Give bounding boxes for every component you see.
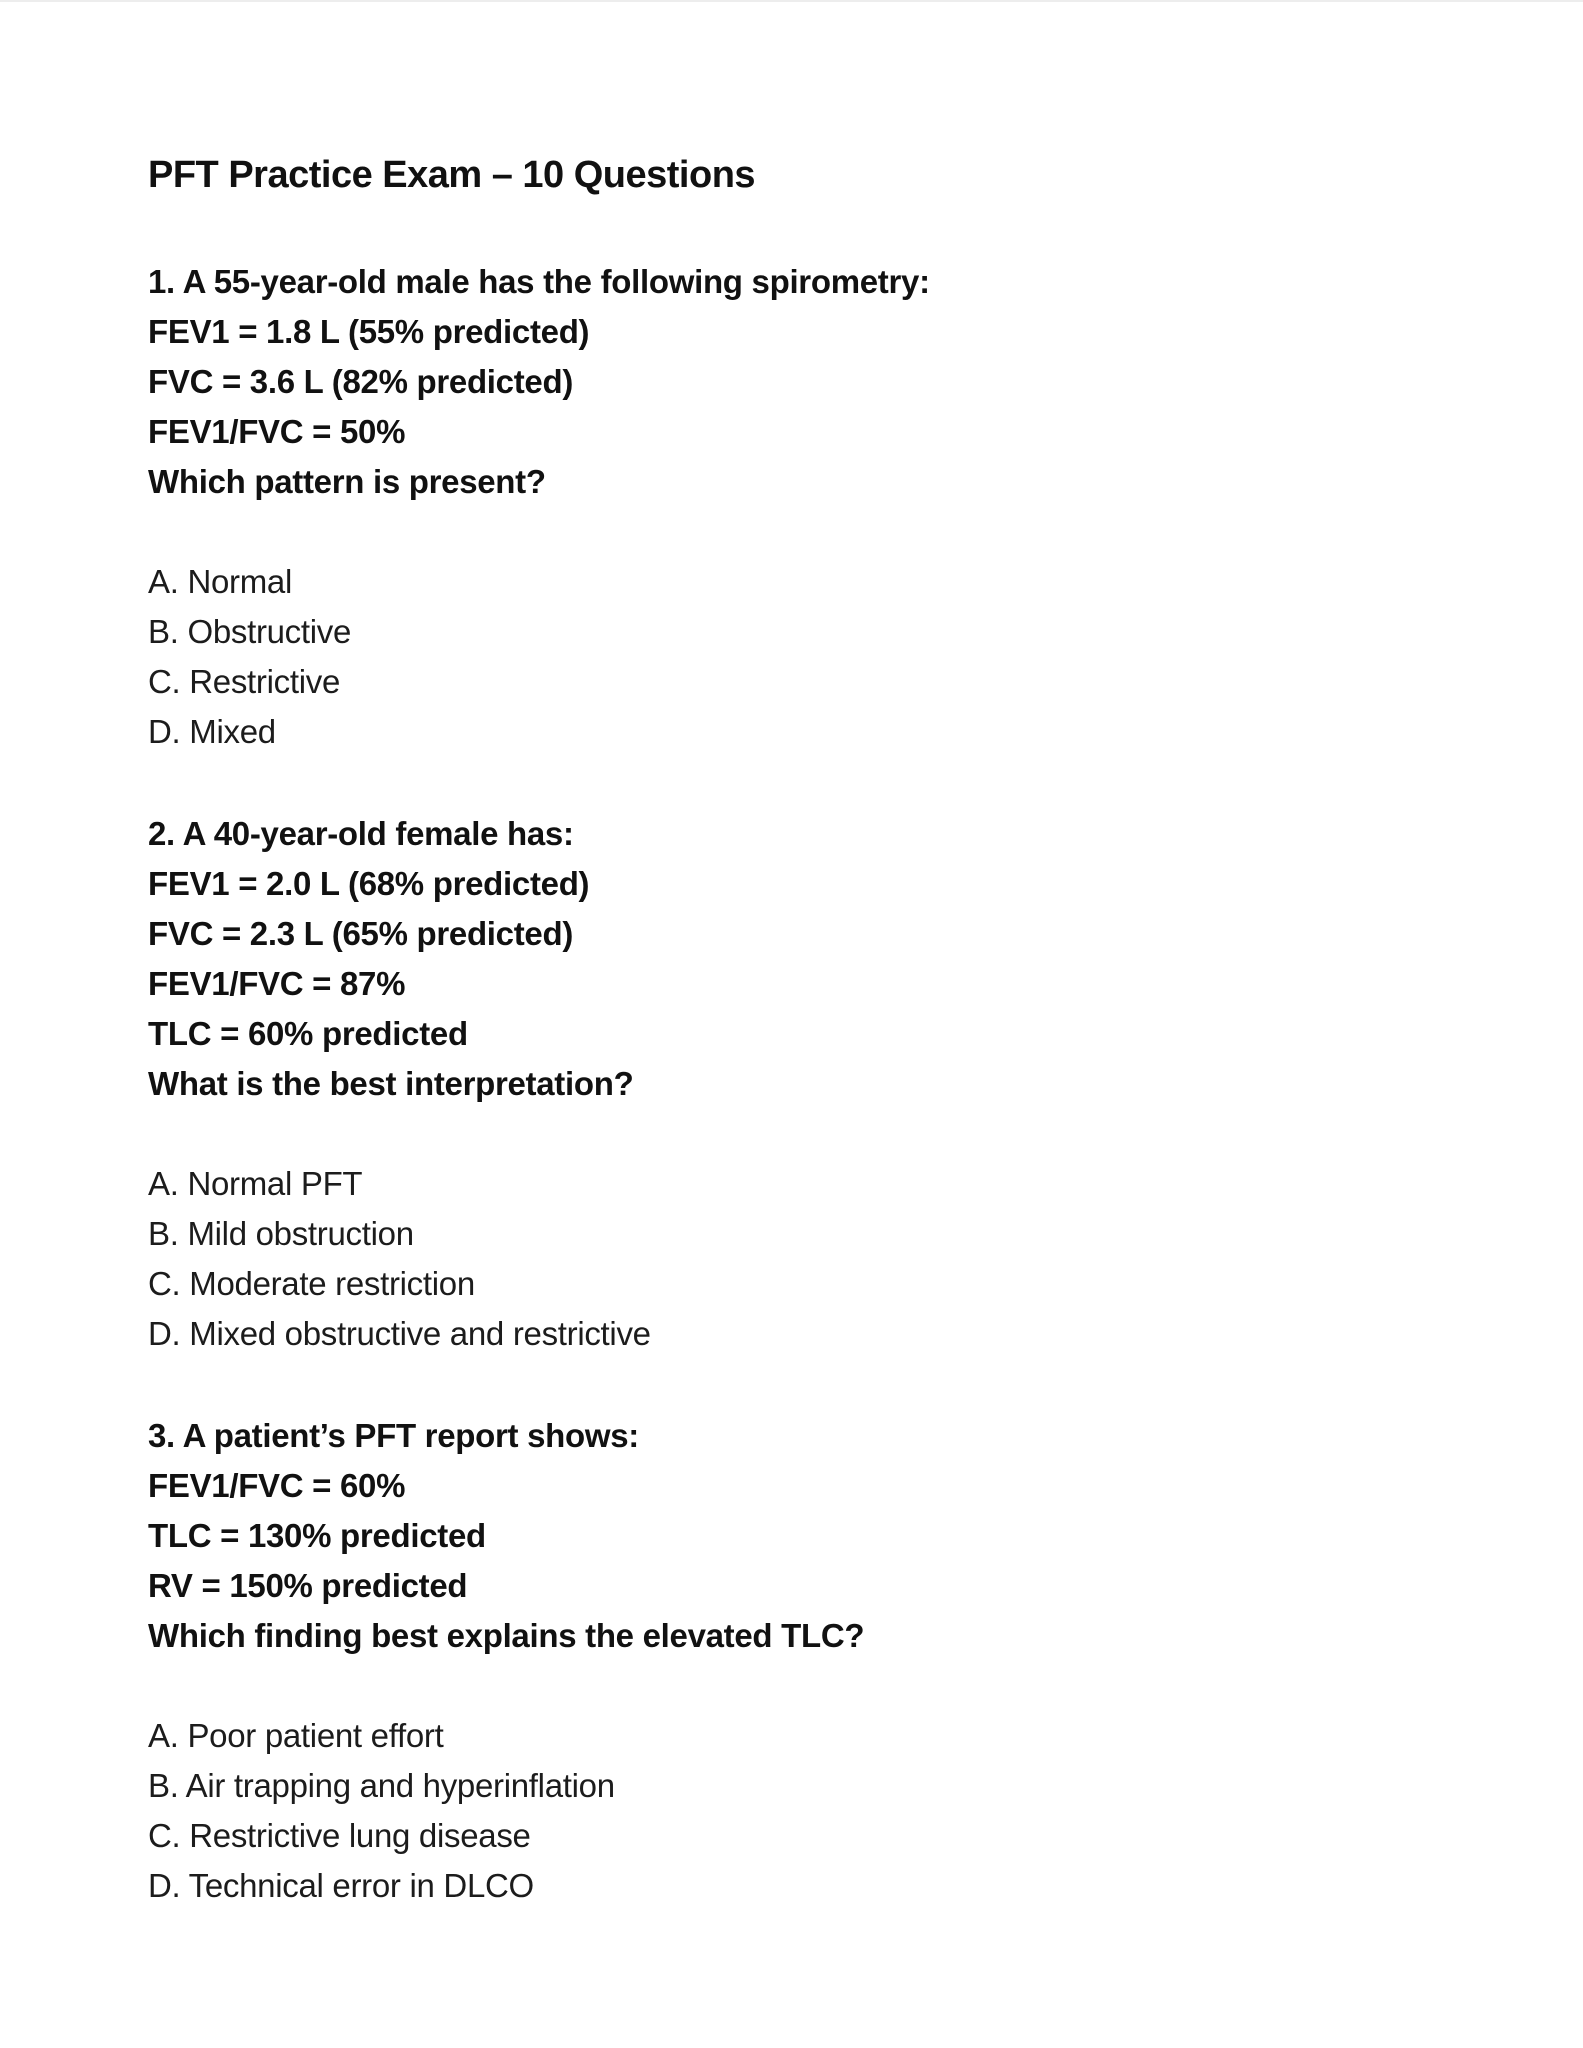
answer-option: D. Mixed obstructive and restrictive bbox=[148, 1315, 651, 1352]
question-stem-line: FEV1/FVC = 50% bbox=[148, 413, 406, 450]
answer-option: C. Restrictive bbox=[148, 663, 340, 700]
question-stem-line: 2. A 40-year-old female has: bbox=[148, 815, 574, 852]
question-stem-line: Which finding best explains the elevated TLC? bbox=[148, 1617, 865, 1654]
question-stem-line: Which pattern is present? bbox=[148, 463, 546, 500]
question-stem-line: 1. A 55-year-old male has the following spirometry: bbox=[148, 263, 930, 300]
question-stem-line: TLC = 60% predicted bbox=[148, 1015, 468, 1052]
answer-option: B. Mild obstruction bbox=[148, 1215, 414, 1252]
question-stem-line: FEV1 = 1.8 L (55% predicted) bbox=[148, 313, 590, 350]
question-1-stem bbox=[148, 257, 1463, 507]
answer-option: A. Normal PFT bbox=[148, 1165, 363, 1202]
answer-option: A. Poor patient effort bbox=[148, 1717, 444, 1754]
answer-option: B. Obstructive bbox=[148, 613, 352, 650]
question-block-2 bbox=[148, 809, 1463, 1359]
answer-option: C. Restrictive lung disease bbox=[148, 1817, 531, 1854]
answer-option: C. Moderate restriction bbox=[148, 1265, 475, 1302]
question-3-options bbox=[148, 1711, 1463, 1911]
question-stem-line: FVC = 3.6 L (82% predicted) bbox=[148, 363, 574, 400]
question-2-options bbox=[148, 1159, 1463, 1359]
answer-option: B. Air trapping and hyperinflation bbox=[148, 1767, 615, 1804]
answer-option: D. Technical error in DLCO bbox=[148, 1867, 534, 1904]
exam-title: PFT Practice Exam – 10 Questions bbox=[148, 154, 756, 196]
question-stem-line: FEV1/FVC = 87% bbox=[148, 965, 406, 1002]
question-stem-line: 3. A patient’s PFT report shows: bbox=[148, 1417, 639, 1454]
question-stem-line: FEV1/FVC = 60% bbox=[148, 1467, 406, 1504]
question-stem-line: TLC = 130% predicted bbox=[148, 1517, 486, 1554]
question-stem-line: FVC = 2.3 L (65% predicted) bbox=[148, 915, 574, 952]
question-stem-line: RV = 150% predicted bbox=[148, 1567, 468, 1604]
question-stem-line: FEV1 = 2.0 L (68% predicted) bbox=[148, 865, 590, 902]
answer-option: A. Normal bbox=[148, 563, 292, 600]
answer-option: D. Mixed bbox=[148, 713, 276, 750]
question-block-1 bbox=[148, 257, 1463, 757]
question-2-stem bbox=[148, 809, 1463, 1109]
question-1-options bbox=[148, 557, 1463, 757]
question-3-stem bbox=[148, 1411, 1463, 1661]
question-block-3 bbox=[148, 1411, 1463, 1911]
question-stem-line: What is the best interpretation? bbox=[148, 1065, 634, 1102]
